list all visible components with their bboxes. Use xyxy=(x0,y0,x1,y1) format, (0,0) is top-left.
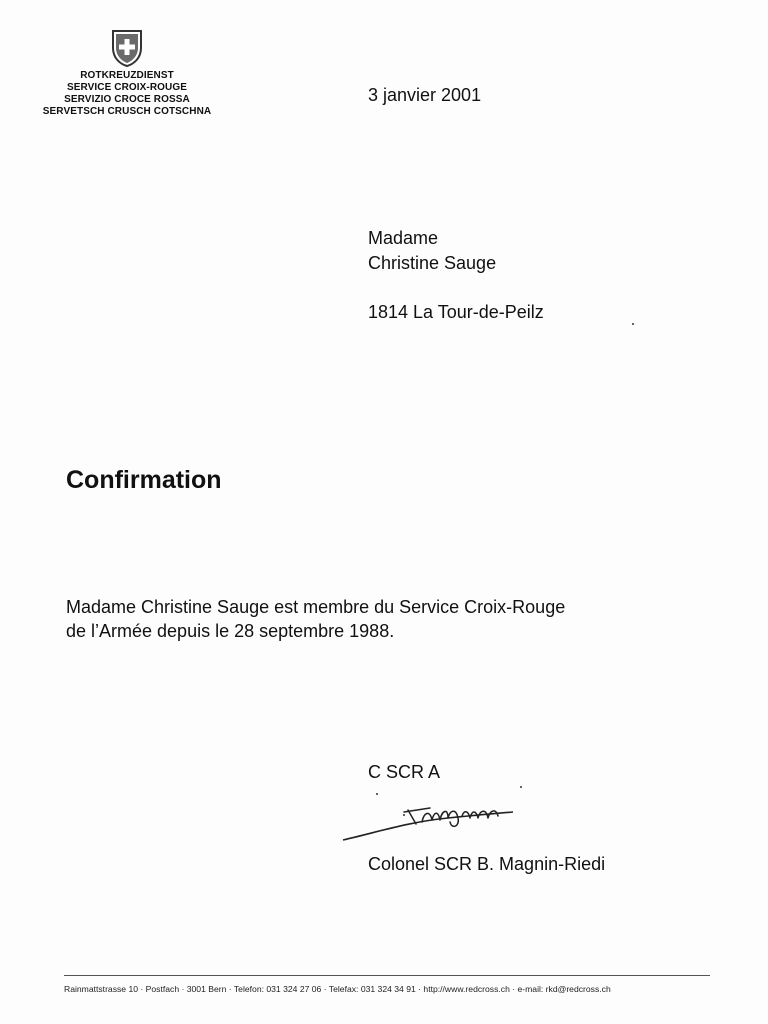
recipient-city: 1814 La Tour-de-Peilz xyxy=(368,302,544,322)
scan-speck xyxy=(520,786,522,788)
footer-divider xyxy=(64,975,710,976)
recipient-salutation: Madame xyxy=(368,228,439,248)
scan-speck xyxy=(403,814,405,816)
scan-speck xyxy=(632,323,634,325)
body-paragraph xyxy=(66,595,706,643)
organization-name-block xyxy=(30,70,224,118)
recipient-name: Christine Sauge xyxy=(368,253,497,273)
signatory-name: Colonel SCR B. Magnin-Riedi xyxy=(368,854,606,874)
body-line-2: de l’Armée depuis le 28 septembre 1988. xyxy=(66,621,395,641)
document-title: Confirmation xyxy=(66,466,222,494)
org-name-french: SERVICE CROIX-ROUGE xyxy=(66,82,188,93)
scan-speck xyxy=(376,793,378,795)
org-name-romansh: SERVETSCH CRUSCH COTSCHNA xyxy=(42,106,212,117)
letter-date: 3 janvier 2001 xyxy=(368,85,482,105)
footer-contact-line: Rainmattstrasse 10 · Postfach · 3001 Bern · Telefon: 031 324 27 06 · Telefax: 031 324 34 91 · http://www.redcross.ch · e-mail: rkd@redcross.ch xyxy=(64,984,611,994)
org-name-italian: SERVIZIO CROCE ROSSA xyxy=(64,94,190,105)
body-line-1: Madame Christine Sauge est membre du Service Croix-Rouge xyxy=(66,597,566,617)
swiss-cross-shield-icon xyxy=(110,28,144,68)
handwritten-signature xyxy=(338,792,528,852)
org-name-german: ROTKREUZDIENST xyxy=(80,70,174,81)
signatory-function: C SCR A xyxy=(368,762,441,782)
